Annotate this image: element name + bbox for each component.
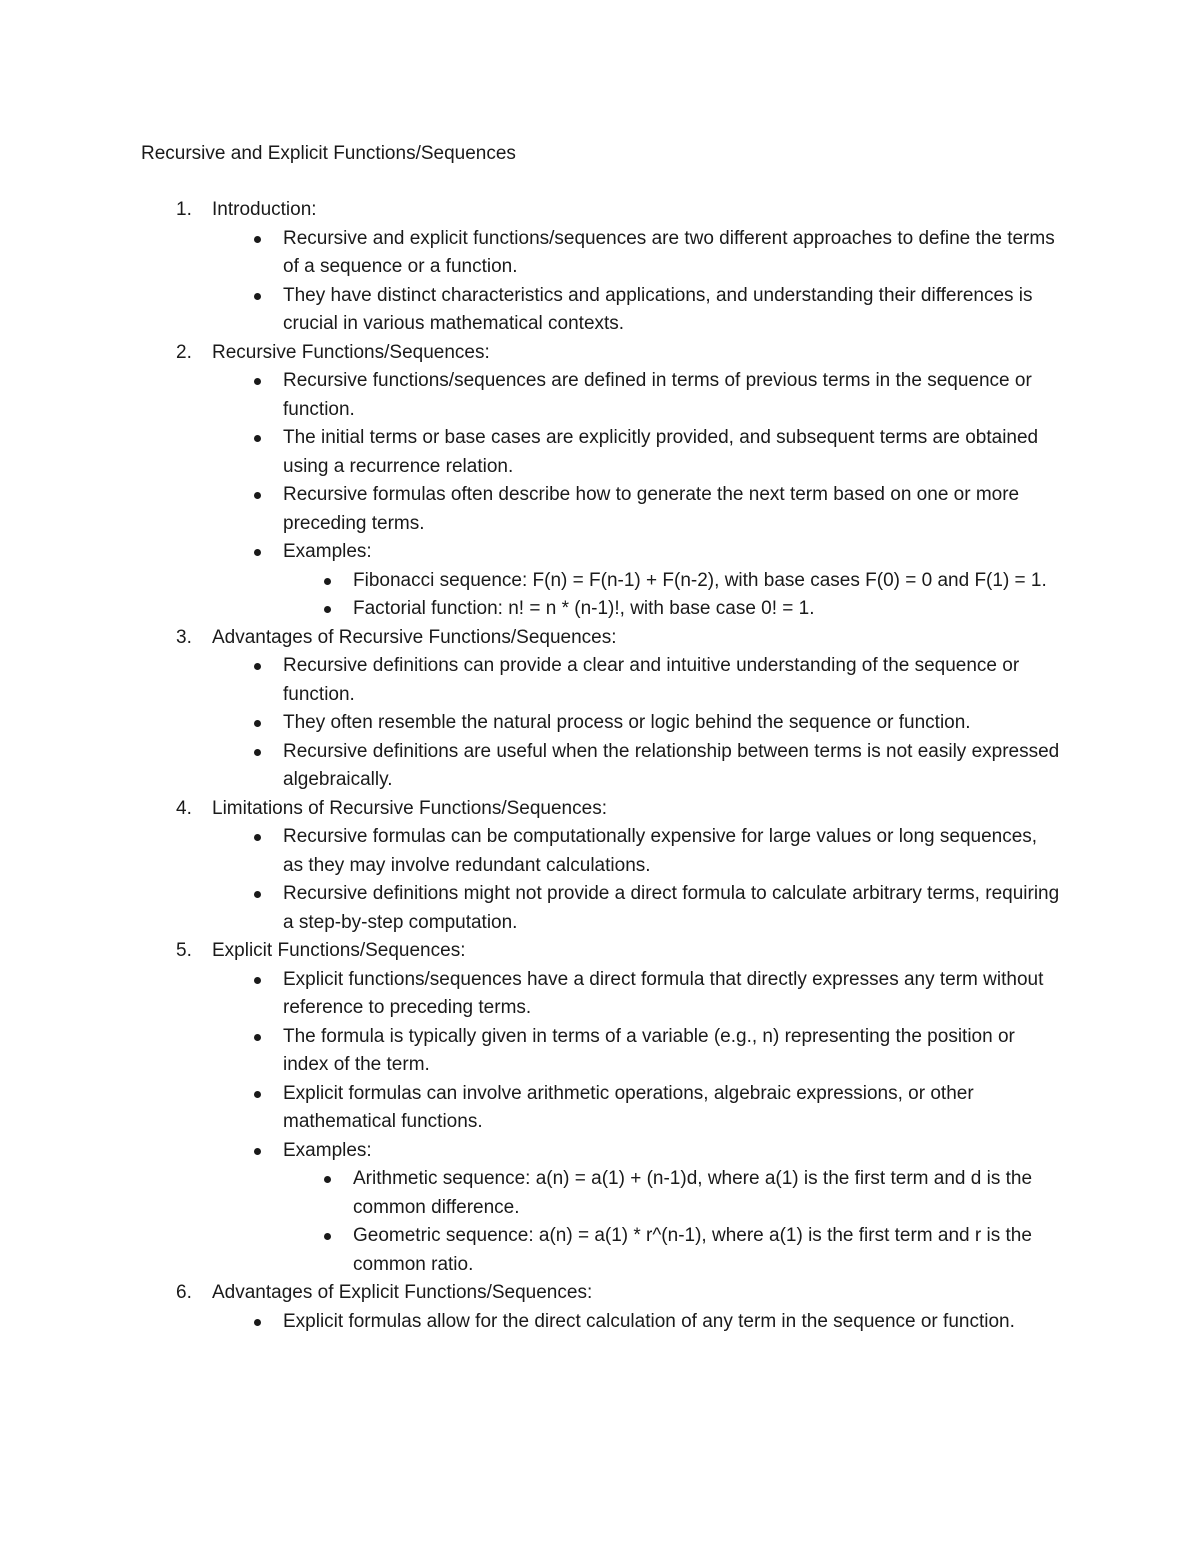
- bullet-item: [141, 538, 1061, 624]
- section-item: [141, 937, 1061, 1279]
- bullet-dot-icon: [254, 1091, 261, 1098]
- section-heading: Advantages of Explicit Functions/Sequences:: [212, 1282, 593, 1303]
- bullet-text: Recursive formulas can be computationally expensive for large values or long sequences, as they may involve redundant calculations.: [283, 826, 1038, 876]
- section-heading: Explicit Functions/Sequences:: [212, 940, 466, 961]
- bullet-dot-icon: [254, 1319, 261, 1326]
- bullet-text: Explicit formulas can involve arithmetic operations, algebraic expressions, or other mathematical functions.: [283, 1082, 974, 1132]
- bullet-item: [141, 738, 1061, 795]
- section-number: 5.: [176, 940, 192, 961]
- bullet-text: Recursive and explicit functions/sequences are two different approaches to define the terms of a sequence or a function.: [283, 227, 1055, 277]
- section-number: 2.: [176, 341, 192, 363]
- sub-bullet-dot-icon: [324, 1233, 331, 1240]
- sub-bullet-item: [141, 595, 1061, 624]
- bullet-item: [141, 1080, 1061, 1137]
- section-heading: Advantages of Recursive Functions/Sequences:: [212, 626, 617, 648]
- sub-bullet-item: [141, 1165, 1061, 1222]
- bullet-item: [141, 424, 1061, 481]
- bullet-dot-icon: [254, 549, 261, 556]
- bullet-text: They often resemble the natural process or logic behind the sequence or function.: [283, 712, 971, 733]
- bullet-list: [141, 823, 1061, 937]
- bullet-item: [141, 367, 1061, 424]
- section-number: 4.: [176, 797, 192, 819]
- section-number: 1.: [176, 199, 192, 220]
- bullet-item: [141, 1308, 1061, 1337]
- bullet-text: The initial terms or base cases are explicitly provided, and subsequent terms are obtained using a recurrence relation.: [283, 427, 1039, 477]
- sub-bullet-dot-icon: [324, 606, 331, 613]
- bullet-item: [141, 1023, 1061, 1080]
- bullet-item: [141, 225, 1061, 282]
- sub-bullet-dot-icon: [324, 1176, 331, 1183]
- bullet-dot-icon: [254, 834, 261, 841]
- sub-bullet-dot-icon: [324, 578, 331, 585]
- bullet-list: [141, 367, 1061, 624]
- bullet-text: They have distinct characteristics and applications, and understanding their differences is crucial in various mathematical contexts.: [283, 284, 1033, 334]
- bullet-item: [141, 481, 1061, 538]
- bullet-item: [141, 966, 1061, 1023]
- bullet-list: [141, 225, 1061, 339]
- section-number: 3.: [176, 626, 192, 648]
- sub-bullet-text: Fibonacci sequence: F(n) = F(n-1) + F(n-2), with base cases F(0) = 0 and F(1) = 1.: [353, 569, 1047, 591]
- section-heading: Limitations of Recursive Functions/Sequences:: [212, 797, 607, 819]
- bullet-text: Examples:: [283, 541, 372, 562]
- sub-bullet-list: [141, 567, 1061, 624]
- bullet-text: Recursive definitions are useful when the relationship between terms is not easily expressed algebraically.: [283, 740, 1060, 790]
- section-item: [141, 1279, 1061, 1336]
- sub-bullet-text: Arithmetic sequence: a(n) = a(1) + (n-1)d, where a(1) is the first term and d is the common difference.: [353, 1168, 1033, 1218]
- bullet-dot-icon: [254, 720, 261, 727]
- bullet-list: [141, 1308, 1061, 1337]
- bullet-dot-icon: [254, 891, 261, 898]
- section-heading: Recursive Functions/Sequences:: [212, 341, 490, 363]
- bullet-item: [141, 282, 1061, 339]
- document-page: [141, 140, 1061, 1336]
- bullet-dot-icon: [254, 378, 261, 385]
- bullet-dot-icon: [254, 749, 261, 756]
- bullet-text: Explicit functions/sequences have a direct formula that directly expresses any term without reference to preceding terms.: [283, 968, 1044, 1018]
- sub-bullet-item: [141, 1222, 1061, 1279]
- document-title: Recursive and Explicit Functions/Sequences: [141, 143, 516, 164]
- bullet-text: Recursive definitions can provide a clear and intuitive understanding of the sequence or function.: [283, 655, 1020, 705]
- bullet-item: [141, 823, 1061, 880]
- section-item: [141, 624, 1061, 795]
- section-item: [141, 196, 1061, 339]
- sub-bullet-item: [141, 567, 1061, 596]
- bullet-dot-icon: [254, 492, 261, 499]
- bullet-dot-icon: [254, 435, 261, 442]
- sub-bullet-text: Factorial function: n! = n * (n-1)!, with base case 0! = 1.: [353, 598, 815, 619]
- section-item: [141, 339, 1061, 624]
- bullet-dot-icon: [254, 1034, 261, 1041]
- bullet-text: Recursive functions/sequences are defined in terms of previous terms in the sequence or function.: [283, 370, 1032, 420]
- section-heading: Introduction:: [212, 199, 317, 220]
- bullet-item: [141, 652, 1061, 709]
- bullet-text: Explicit formulas allow for the direct calculation of any term in the sequence or function.: [283, 1310, 1015, 1332]
- sub-bullet-text: Geometric sequence: a(n) = a(1) * r^(n-1), where a(1) is the first term and r is the common ratio.: [353, 1225, 1032, 1275]
- section-list: [141, 196, 1061, 1336]
- bullet-dot-icon: [254, 663, 261, 670]
- bullet-text: Recursive formulas often describe how to generate the next term based on one or more preceding terms.: [283, 484, 1020, 534]
- bullet-text: Examples:: [283, 1139, 372, 1161]
- bullet-list: [141, 652, 1061, 795]
- bullet-item: [141, 880, 1061, 937]
- bullet-dot-icon: [254, 236, 261, 243]
- bullet-dot-icon: [254, 1148, 261, 1155]
- section-item: [141, 795, 1061, 938]
- bullet-text: Recursive definitions might not provide a direct formula to calculate arbitrary terms, requiring a step-by-step computation.: [283, 883, 1060, 933]
- bullet-text: The formula is typically given in terms of a variable (e.g., n) representing the position or index of the term.: [283, 1025, 1015, 1075]
- bullet-item: [141, 709, 1061, 738]
- sub-bullet-list: [141, 1165, 1061, 1279]
- bullet-dot-icon: [254, 977, 261, 984]
- bullet-item: [141, 1137, 1061, 1280]
- section-number: 6.: [176, 1282, 192, 1303]
- bullet-list: [141, 966, 1061, 1280]
- bullet-dot-icon: [254, 293, 261, 300]
